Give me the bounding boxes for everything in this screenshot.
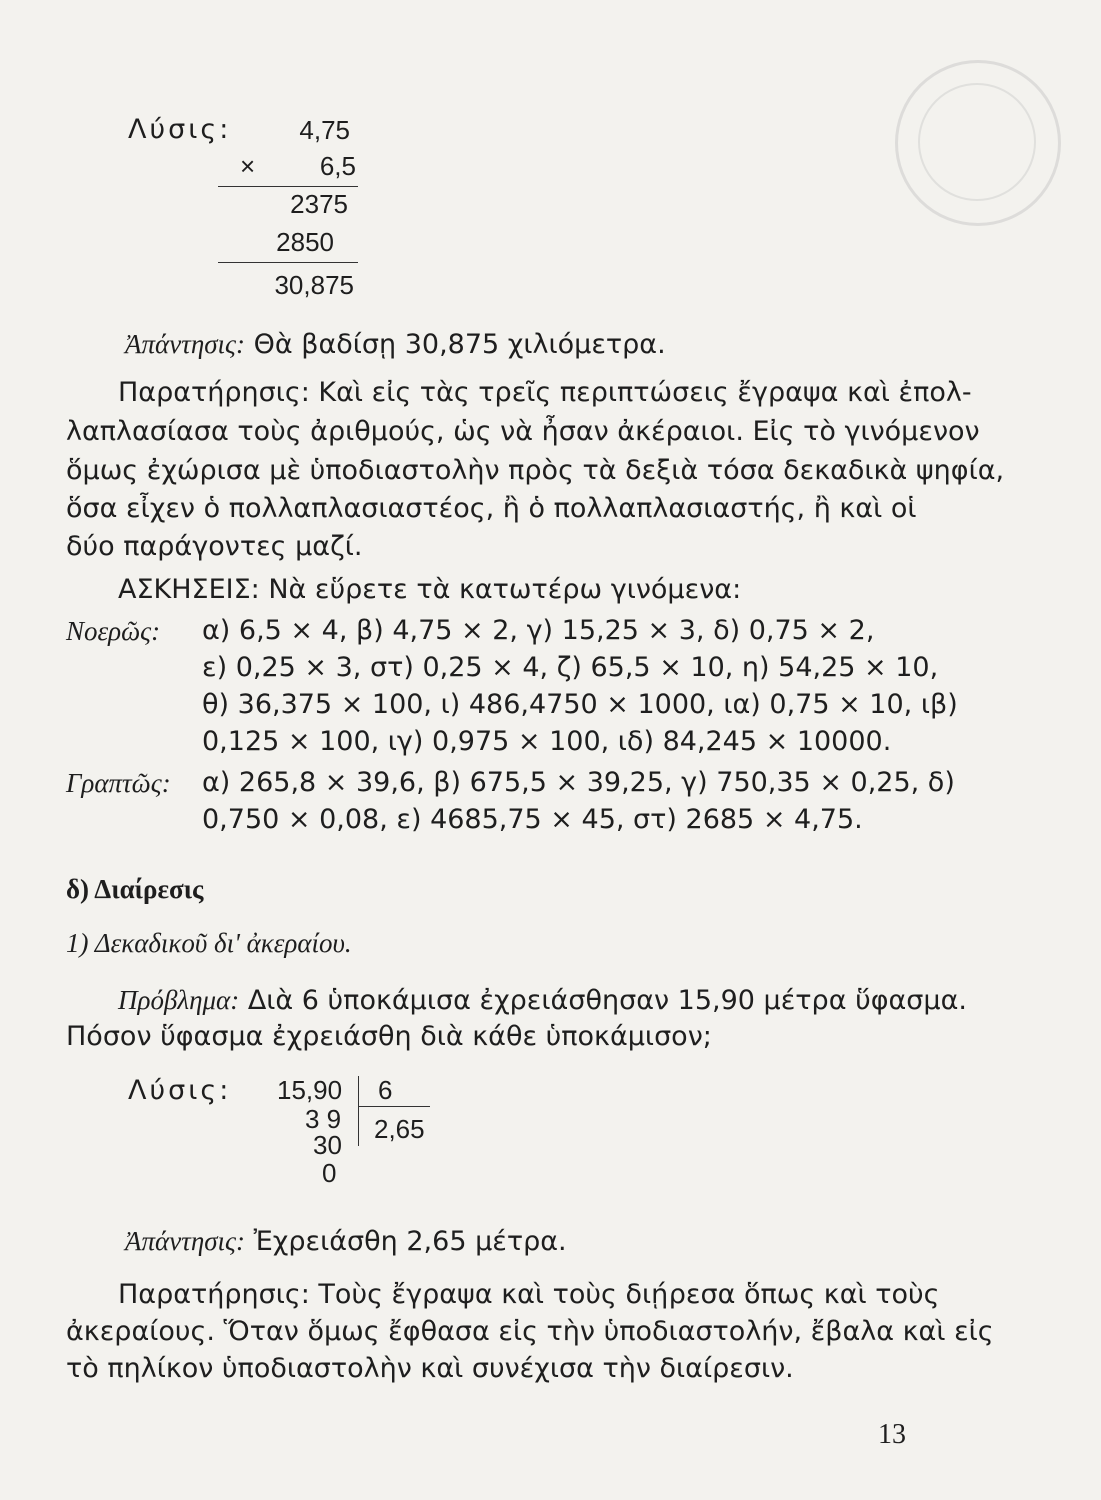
answer-line xyxy=(125,1224,567,1259)
problem-label: Πρόβλημα: xyxy=(118,985,240,1015)
product-result: 30,875 xyxy=(274,270,354,300)
answer-text: Θὰ βαδίσῃ 30,875 χιλιόμετρα. xyxy=(253,329,666,360)
remark-line: δύο παράγοντες μαζί. xyxy=(66,531,363,562)
answer-label: Ἀπάντησις: xyxy=(125,1226,245,1256)
quotient: 2,65 xyxy=(374,1114,425,1144)
times-sign: × xyxy=(240,151,256,181)
exercise-line: 0,125 × 100, ιγ) 0,975 × 100, ιδ) 84,245 × 10000. xyxy=(202,726,892,757)
division-rule xyxy=(358,1106,430,1107)
rule-line xyxy=(218,262,358,263)
division-bar xyxy=(358,1076,359,1146)
answer-text: Ἐχρειάσθη 2,65 μέτρα. xyxy=(253,1226,567,1257)
library-stamp xyxy=(895,60,1061,226)
remainder-1: 3 9 xyxy=(305,1104,342,1134)
dividend: 15,90 xyxy=(277,1075,343,1105)
exercise-line: α) 265,8 × 39,6, β) 675,5 × 39,25, γ) 750,35 × 0,25, δ) xyxy=(202,767,955,798)
section-subtitle: 1) Δεκαδικοῦ δι' ἀκεραίου. xyxy=(66,928,352,958)
written-label: Γραπτῶς: xyxy=(66,768,171,798)
remark-line: ὅμως ἐχώρισα μὲ ὑποδιαστολὴν πρὸς τὰ δεξιὰ τόσα δεκαδικὰ ψηφία, xyxy=(66,455,1005,486)
answer-label: Ἀπάντησις: xyxy=(125,329,245,359)
exercises-heading: ΑΣΚΗΣΕΙΣ: Νὰ εὕρετε τὰ κατωτέρω γινόμενα: xyxy=(118,574,742,605)
multiplier: 6,5 xyxy=(319,151,356,181)
section-title: δ) Διαίρεσις xyxy=(66,874,204,904)
answer-line xyxy=(125,327,666,362)
exercise-line: α) 6,5 × 4, β) 4,75 × 2, γ) 15,25 × 3, δ) 0,75 × 2, xyxy=(202,615,875,646)
remark-line: ἀκεραίους. Ὅταν ὅμως ἔφθασα εἰς τὴν ὑποδιαστολήν, ἔβαλα καὶ εἰς xyxy=(66,1316,994,1347)
problem-line xyxy=(118,982,967,1019)
problem-line-2: Πόσον ὕφασμα ἐχρειάσθη διὰ κάθε ὑποκάμισον; xyxy=(66,1021,712,1052)
remark-line: λαπλασίασα τοὺς ἀριθμούς, ὡς νὰ ἦσαν ἀκέραιοι. Εἰς τὸ γινόμενον xyxy=(66,416,980,447)
problem-text: Διὰ 6 ὑποκάμισα ἐχρειάσθησαν 15,90 μέτρα ὕφασμα. xyxy=(247,985,967,1016)
divisor: 6 xyxy=(378,1075,393,1105)
multiplicand: 4,75 xyxy=(299,115,350,145)
partial-product-1: 2375 xyxy=(290,189,348,219)
exercise-line: θ) 36,375 × 100, ι) 486,4750 × 1000, ια) 0,75 × 10, ιβ) xyxy=(202,689,958,720)
remainder-2: 30 xyxy=(313,1130,342,1160)
remark-line: τὸ πηλίκον ὑποδιαστολὴν καὶ συνέχισα τὴν διαίρεσιν. xyxy=(66,1353,794,1384)
partial-product-2: 2850 xyxy=(276,227,334,257)
exercise-line: ε) 0,25 × 3, στ) 0,25 × 4, ζ) 65,5 × 10, η) 54,25 × 10, xyxy=(202,652,939,683)
solution-label: Λύσις: xyxy=(128,1075,232,1106)
page-number: 13 xyxy=(878,1419,906,1450)
remark-line: ὅσα εἶχεν ὁ πολλαπλασιαστέος, ἢ ὁ πολλαπλασιαστής, ἢ καὶ οἱ xyxy=(66,493,917,524)
mental-label: Νοερῶς: xyxy=(66,616,161,646)
exercise-line: 0,750 × 0,08, ε) 4685,75 × 45, στ) 2685 × 4,75. xyxy=(202,804,863,835)
solution-label: Λύσις: xyxy=(128,114,232,145)
remark-line: Παρατήρησις: Τοὺς ἔγραψα καὶ τοὺς διῄρεσα ὅπως καὶ τοὺς xyxy=(118,1279,940,1310)
remainder-3: 0 xyxy=(322,1158,337,1188)
remark-line: Παρατήρησις: Καὶ εἰς τὰς τρεῖς περιπτώσεις ἔγραψα καὶ ἐπολ- xyxy=(118,377,972,408)
